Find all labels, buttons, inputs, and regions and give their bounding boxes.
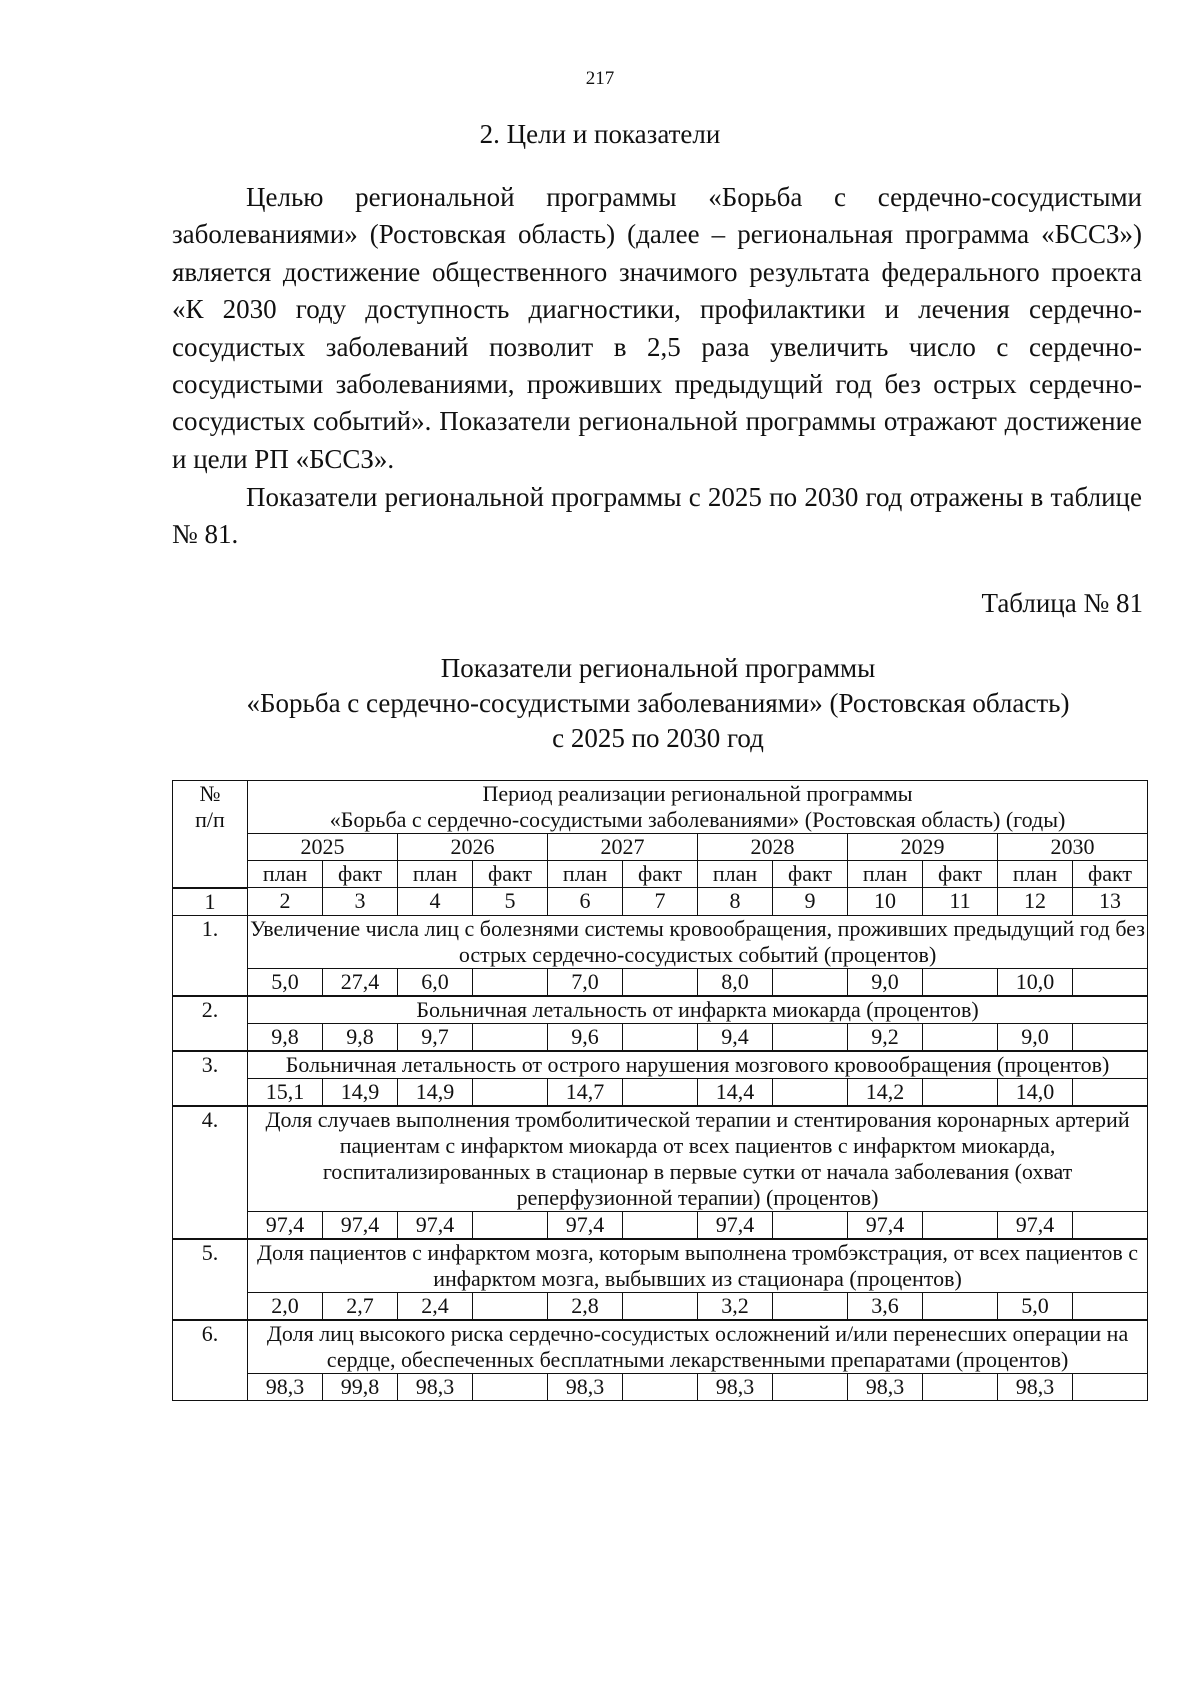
- plan-value: 97,4: [248, 1211, 323, 1239]
- plan-value: 9,2: [848, 1023, 923, 1051]
- year-header: 2026: [398, 834, 548, 861]
- fact-value: [623, 1078, 698, 1106]
- plan-value: 3,6: [848, 1292, 923, 1320]
- fact-value: [923, 1373, 998, 1400]
- indicator-name-row: [173, 996, 1148, 1024]
- column-number-cell: 5: [473, 888, 548, 916]
- indicator-number: 6.: [173, 1320, 248, 1401]
- plan-value: 98,3: [848, 1373, 923, 1400]
- column-numbers-row: [173, 888, 1148, 916]
- indicator-name: Доля пациентов с инфарктом мозга, которым выполнена тромбэкстрация, от всех пациентов с инфарктом мозга, выбывших из стационара (процентов): [248, 1239, 1148, 1293]
- indicator-name-row: [173, 1320, 1148, 1374]
- plan-value: 98,3: [248, 1373, 323, 1400]
- indicator-name-row: [173, 1051, 1148, 1079]
- column-header-number-line: №: [199, 781, 221, 806]
- indicator-number: 5.: [173, 1239, 248, 1320]
- paragraph-goal: Целью региональной программы «Борьба с сердечно-сосудистыми заболеваниями» (Ростовская область) (далее – региональная программа «БССЗ») является достижение общественного значимого результата федерального проекта «К 2030 году доступность диагностики, профилактики и лечения сердечно-сосудистых заболеваний позволит в 2,5 раза увеличить число с сердечно-сосудистыми заболеваниями, проживших предыдущий год без острых сердечно-сосудистых событий». Показатели региональной программы отражают достижение и цели РП «БССЗ».: [172, 182, 1142, 474]
- plan-value: 5,0: [998, 1292, 1073, 1320]
- period-header-line: Период реализации региональной программы: [482, 781, 913, 806]
- fact-value: [1073, 968, 1148, 996]
- fact-header: факт: [623, 861, 698, 888]
- table-title: [0, 651, 1200, 756]
- plan-value: 97,4: [548, 1211, 623, 1239]
- fact-value: [923, 1211, 998, 1239]
- column-number-cell: 11: [923, 888, 998, 916]
- table-title-line: с 2025 по 2030 год: [552, 723, 764, 753]
- fact-value: [923, 1078, 998, 1106]
- indicator-values-row: [173, 1078, 1148, 1106]
- fact-value: [1073, 1023, 1148, 1051]
- plan-header: план: [848, 861, 923, 888]
- plan-value: 14,7: [548, 1078, 623, 1106]
- fact-header: факт: [923, 861, 998, 888]
- indicator-name: Доля случаев выполнения тромболитической терапии и стентирования коронарных артерий пациентам с инфарктом миокарда от всех пациентов с инфарктом миокарда, госпитализированных в стационар в первые сутки от начала заболевания (охват реперфузионной терапии) (процентов): [248, 1106, 1148, 1212]
- indicator-name: Увеличение числа лиц с болезнями системы кровообращения, проживших предыдущий год без острых сердечно-сосудистых событий (процентов): [248, 915, 1148, 968]
- fact-value: [623, 1211, 698, 1239]
- plan-value: 9,8: [248, 1023, 323, 1051]
- page-number: 217: [585, 68, 615, 89]
- plan-header: план: [548, 861, 623, 888]
- plan-header: план: [398, 861, 473, 888]
- section-title: 2. Цели и показатели: [479, 119, 721, 149]
- table-title-line: Показатели региональной программы: [440, 653, 876, 683]
- plan-value: 6,0: [398, 968, 473, 996]
- indicator-values-row: [173, 968, 1148, 996]
- year-header: 2028: [698, 834, 848, 861]
- fact-value: [773, 1211, 848, 1239]
- year-header: 2027: [548, 834, 698, 861]
- year-header: 2025: [248, 834, 398, 861]
- indicator-values-row: [173, 1023, 1148, 1051]
- column-number-cell: 6: [548, 888, 623, 916]
- table-label: Таблица № 81: [981, 588, 1143, 618]
- plan-value: 3,2: [698, 1292, 773, 1320]
- fact-value: [473, 1078, 548, 1106]
- fact-value: 9,8: [323, 1023, 398, 1051]
- plan-value: 9,4: [698, 1023, 773, 1051]
- plan-value: 5,0: [248, 968, 323, 996]
- column-header-period: [248, 781, 1148, 834]
- column-number-cell: 1: [173, 888, 248, 916]
- column-number-cell: 9: [773, 888, 848, 916]
- column-number-cell: 10: [848, 888, 923, 916]
- fact-value: 2,7: [323, 1292, 398, 1320]
- column-number-cell: 8: [698, 888, 773, 916]
- plan-value: 7,0: [548, 968, 623, 996]
- plan-value: 2,8: [548, 1292, 623, 1320]
- column-number-cell: 13: [1073, 888, 1148, 916]
- fact-value: [623, 1373, 698, 1400]
- indicator-name: Больничная летальность от инфаркта миокарда (процентов): [248, 996, 1148, 1024]
- indicator-values-row: [173, 1211, 1148, 1239]
- plan-value: 97,4: [848, 1211, 923, 1239]
- indicator-number: 1.: [173, 915, 248, 996]
- fact-value: 14,9: [323, 1078, 398, 1106]
- plan-value: 2,0: [248, 1292, 323, 1320]
- plan-value: 98,3: [698, 1373, 773, 1400]
- table-title-line: «Борьба с сердечно-сосудистыми заболеваниями» (Ростовская область): [246, 688, 1070, 718]
- period-header-line: «Борьба с сердечно-сосудистыми заболеваниями» (Ростовская область) (годы): [329, 807, 1066, 832]
- fact-header: факт: [473, 861, 548, 888]
- plan-value: 14,9: [398, 1078, 473, 1106]
- fact-value: [773, 1078, 848, 1106]
- plan-value: 97,4: [698, 1211, 773, 1239]
- fact-value: [623, 1292, 698, 1320]
- plan-header: план: [248, 861, 323, 888]
- plan-value: 98,3: [998, 1373, 1073, 1400]
- fact-value: [623, 1023, 698, 1051]
- indicator-name: Больничная летальность от острого нарушения мозгового кровообращения (процентов): [248, 1051, 1148, 1079]
- plan-fact-row: [173, 861, 1148, 888]
- fact-value: 99,8: [323, 1373, 398, 1400]
- indicator-number: 4.: [173, 1106, 248, 1239]
- fact-value: 27,4: [323, 968, 398, 996]
- plan-value: 15,1: [248, 1078, 323, 1106]
- year-header: 2030: [998, 834, 1148, 861]
- plan-value: 14,2: [848, 1078, 923, 1106]
- plan-value: 9,0: [848, 968, 923, 996]
- plan-value: 8,0: [698, 968, 773, 996]
- fact-value: [473, 1373, 548, 1400]
- indicator-name-row: [173, 1106, 1148, 1212]
- plan-value: 97,4: [998, 1211, 1073, 1239]
- indicator-values-row: [173, 1373, 1148, 1400]
- fact-value: [1073, 1078, 1148, 1106]
- column-number-cell: 12: [998, 888, 1073, 916]
- fact-value: 97,4: [323, 1211, 398, 1239]
- fact-value: [1073, 1292, 1148, 1320]
- plan-value: 98,3: [398, 1373, 473, 1400]
- plan-value: 14,0: [998, 1078, 1073, 1106]
- indicators-table: [172, 780, 1148, 1401]
- indicator-number: 3.: [173, 1051, 248, 1106]
- plan-value: 9,6: [548, 1023, 623, 1051]
- fact-header: факт: [773, 861, 848, 888]
- indicator-values-row: [173, 1292, 1148, 1320]
- column-header-number-line: п/п: [195, 807, 225, 832]
- plan-value: 9,0: [998, 1023, 1073, 1051]
- fact-value: [473, 1211, 548, 1239]
- fact-value: [473, 1023, 548, 1051]
- column-header-number: [173, 781, 248, 888]
- table-header-row: [173, 781, 1148, 834]
- fact-value: [773, 1023, 848, 1051]
- fact-value: [1073, 1211, 1148, 1239]
- fact-value: [473, 1292, 548, 1320]
- column-number-cell: 4: [398, 888, 473, 916]
- years-row: [173, 834, 1148, 861]
- plan-value: 10,0: [998, 968, 1073, 996]
- fact-value: [923, 1292, 998, 1320]
- column-number-cell: 7: [623, 888, 698, 916]
- fact-value: [623, 968, 698, 996]
- fact-header: факт: [323, 861, 398, 888]
- year-header: 2029: [848, 834, 998, 861]
- column-number-cell: 2: [248, 888, 323, 916]
- fact-value: [1073, 1373, 1148, 1400]
- fact-value: [773, 1373, 848, 1400]
- indicator-name-row: [173, 1239, 1148, 1293]
- paragraph-table-reference: Показатели региональной программы с 2025 по 2030 год отражены в таблице № 81.: [172, 482, 1142, 550]
- plan-value: 98,3: [548, 1373, 623, 1400]
- plan-header: план: [698, 861, 773, 888]
- indicator-name: Доля лиц высокого риска сердечно-сосудистых осложнений и/или перенесших операции на сердце, обеспеченных бесплатными лекарственными препаратами (процентов): [248, 1320, 1148, 1374]
- fact-value: [773, 1292, 848, 1320]
- fact-header: факт: [1073, 861, 1148, 888]
- plan-value: 2,4: [398, 1292, 473, 1320]
- column-number-cell: 3: [323, 888, 398, 916]
- fact-value: [923, 1023, 998, 1051]
- plan-value: 97,4: [398, 1211, 473, 1239]
- indicator-number: 2.: [173, 996, 248, 1051]
- fact-value: [473, 968, 548, 996]
- fact-value: [773, 968, 848, 996]
- plan-header: план: [998, 861, 1073, 888]
- fact-value: [923, 968, 998, 996]
- plan-value: 9,7: [398, 1023, 473, 1051]
- indicator-name-row: [173, 915, 1148, 968]
- plan-value: 14,4: [698, 1078, 773, 1106]
